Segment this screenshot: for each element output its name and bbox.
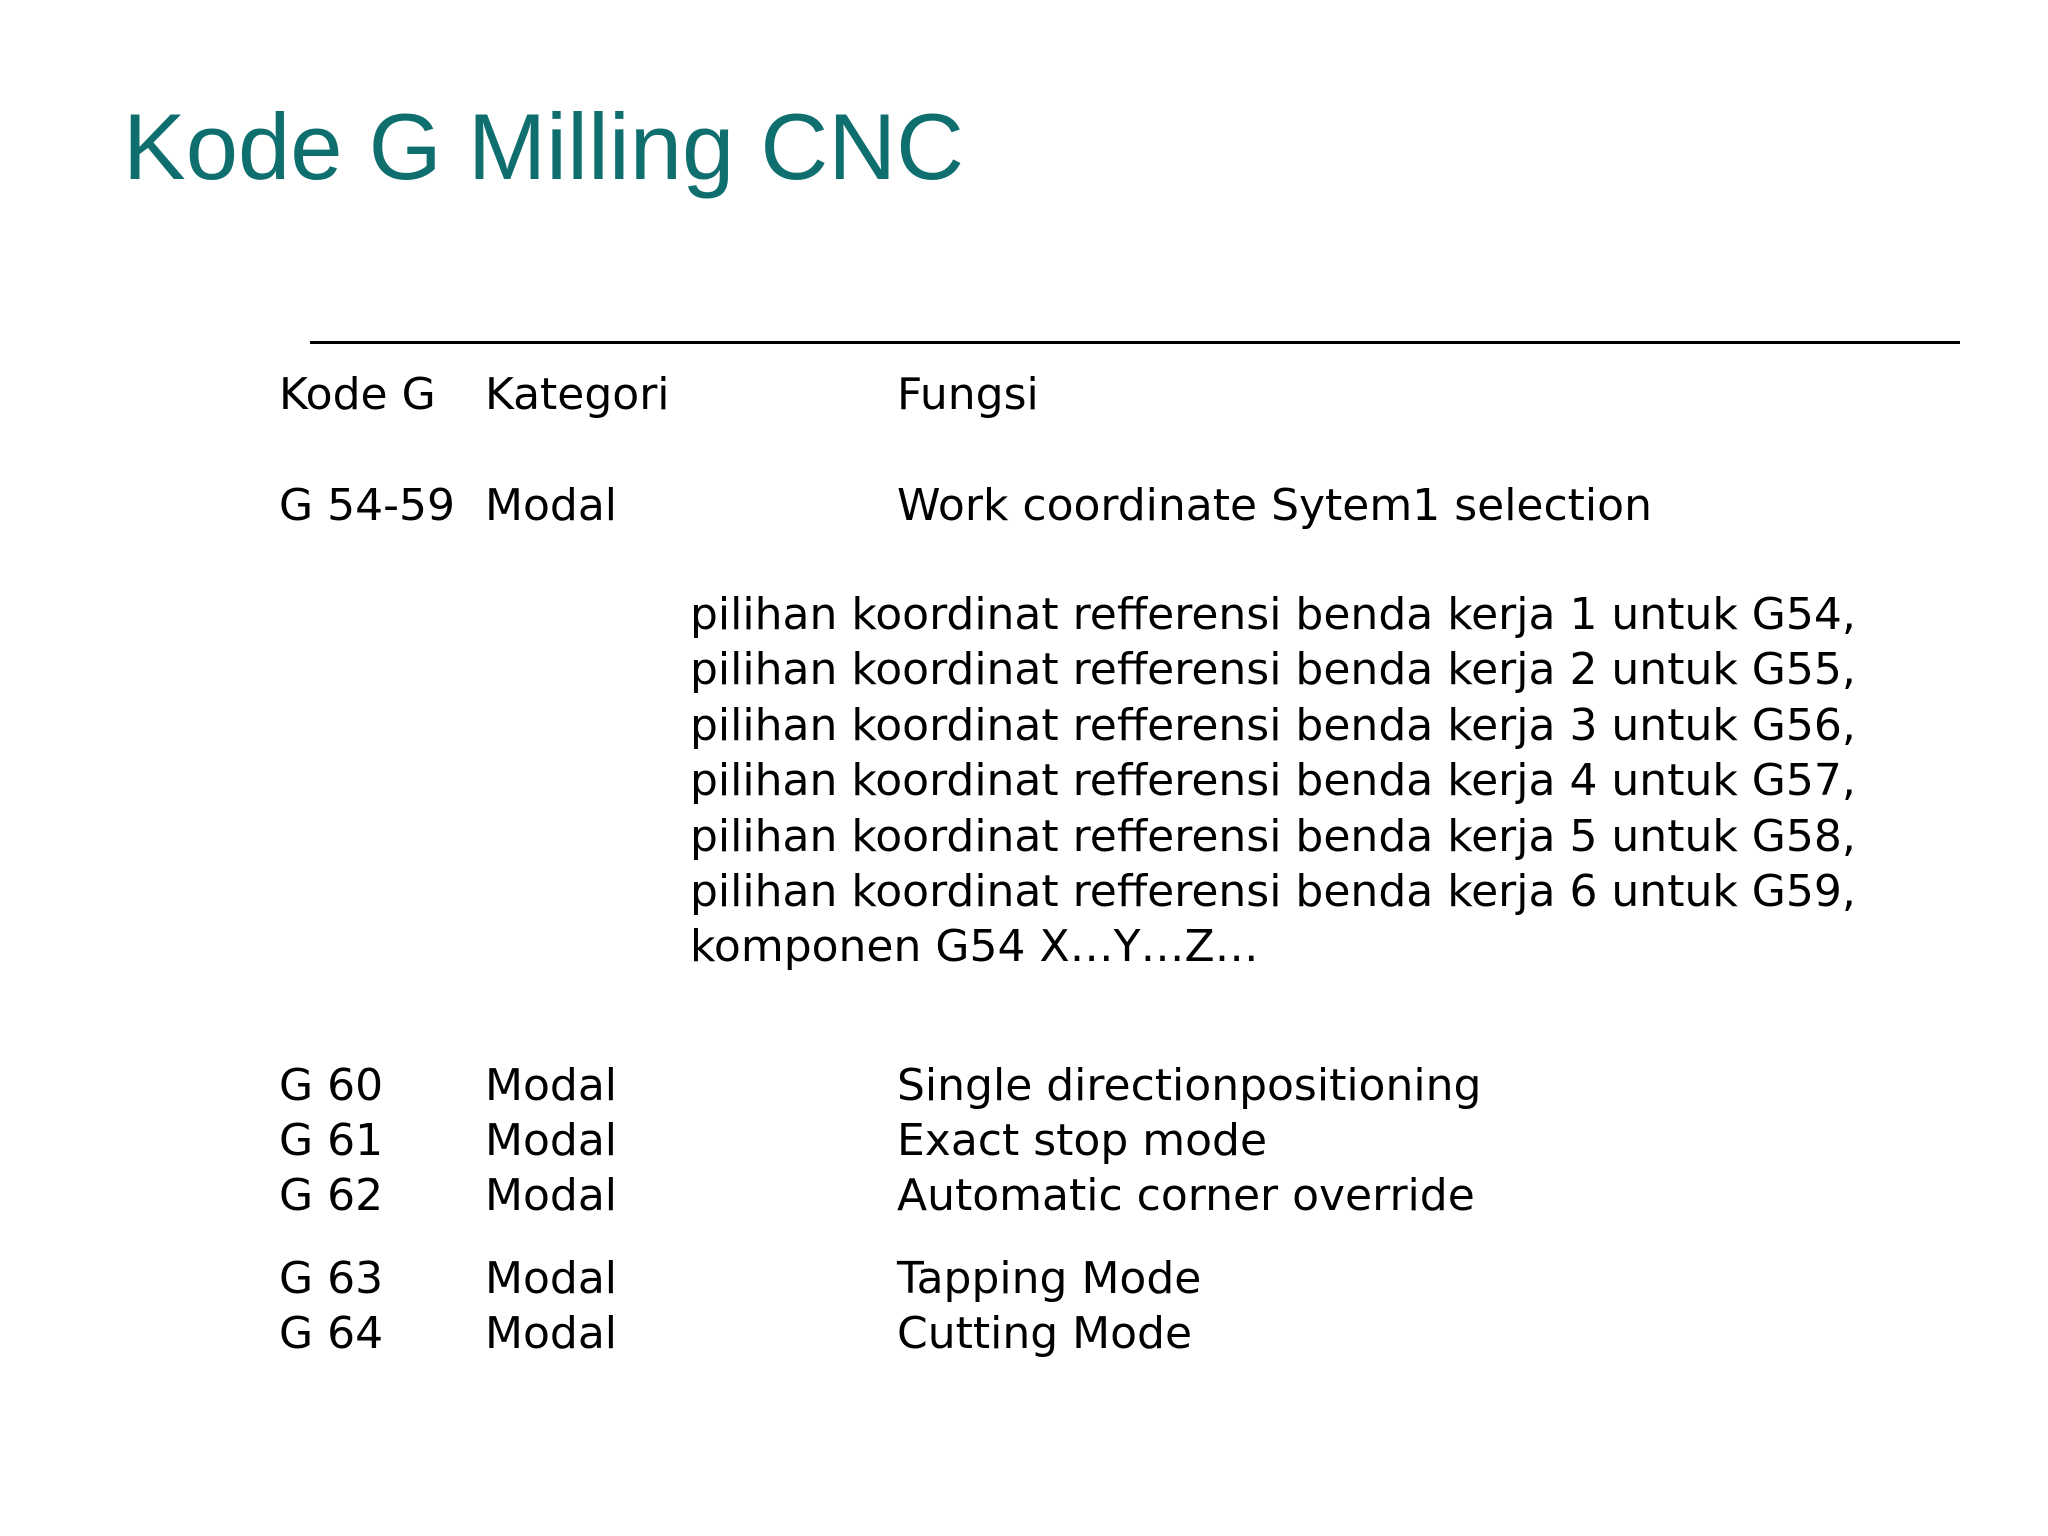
description-line: pilihan koordinat refferensi benda kerja 5 untuk G58, xyxy=(690,810,1856,862)
row-code: G 64 xyxy=(279,1308,384,1359)
row-function: Automatic corner override xyxy=(897,1170,1475,1221)
slide-title: Kode G Milling CNC xyxy=(123,94,965,199)
header-code: Kode G xyxy=(279,369,436,420)
description-line: pilihan koordinat refferensi benda kerja 4 untuk G57, xyxy=(690,755,1856,807)
row-category: Modal xyxy=(485,480,617,531)
description-line: komponen G54 X…Y…Z… xyxy=(690,921,1259,973)
header-function: Fungsi xyxy=(897,369,1039,420)
description-line: pilihan koordinat refferensi benda kerja 6 untuk G59, xyxy=(690,866,1856,918)
header-divider xyxy=(310,341,1960,344)
row-code: G 63 xyxy=(279,1253,384,1304)
row-category: Modal xyxy=(485,1115,617,1166)
row-code: G 60 xyxy=(279,1060,384,1111)
header-category: Kategori xyxy=(485,369,670,420)
description-line: pilihan koordinat refferensi benda kerja 1 untuk G54, xyxy=(690,589,1856,640)
row-function: Single directionpositioning xyxy=(897,1060,1482,1111)
g54-59-description xyxy=(690,587,1856,975)
row-category: Modal xyxy=(485,1170,617,1221)
row-code: G 62 xyxy=(279,1170,384,1221)
description-line: pilihan koordinat refferensi benda kerja 2 untuk G55, xyxy=(690,644,1856,696)
row-function: Cutting Mode xyxy=(897,1308,1193,1359)
row-function: Work coordinate Sytem1 selection xyxy=(897,480,1652,531)
row-category: Modal xyxy=(485,1308,617,1359)
description-line: pilihan koordinat refferensi benda kerja 3 untuk G56, xyxy=(690,699,1856,751)
row-code: G 54-59 xyxy=(279,480,455,531)
row-category: Modal xyxy=(485,1060,617,1111)
row-function: Tapping Mode xyxy=(897,1253,1202,1304)
row-category: Modal xyxy=(485,1253,617,1304)
row-code: G 61 xyxy=(279,1115,384,1166)
row-function: Exact stop mode xyxy=(897,1115,1268,1166)
